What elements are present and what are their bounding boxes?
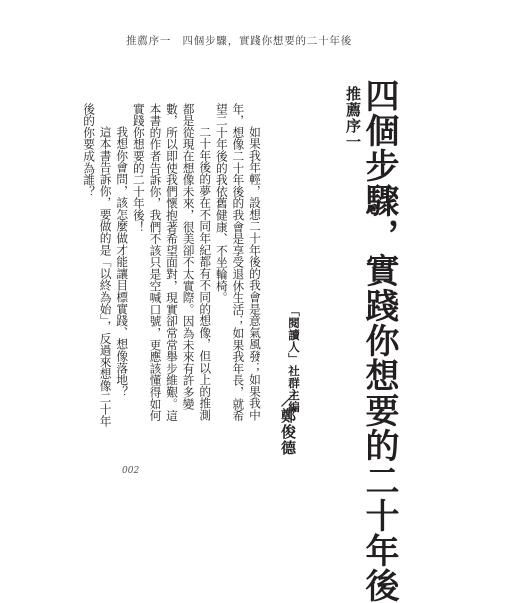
byline-organization: 「閱讀人」社群主編 (287, 305, 301, 413)
page-number: 002 (122, 466, 140, 476)
paragraph: 我想你會問，該怎麼做才能讓目標實踐、想像落地？ (115, 126, 130, 398)
chapter-title: 四個步驟，實踐你想要的二十年後 (359, 78, 399, 603)
byline-author: ／鄭俊德 (279, 392, 297, 456)
paragraph: 如果我年輕，設想二十年後的我會是意氣風發；如果我中年，想像二十年後的我會是享受退休生活；如果我年長，就希望二十年後的我依舊健康、不坐輪椅。 (214, 103, 262, 422)
foreword-label: 推薦序一 (344, 86, 362, 150)
paragraph: 二十年後的夢在不同年紀都有不同的想像，但以上的推測都是從現在想像未來，很美卻不太實際。因為未來有許多變數，所以即使我們懷抱著希望面對，現實卻常常舉步維艱。這本書的作者告訴你，我們不該只是空喊口號，更應該懂得如何實踐你想要的二十年後！ (131, 103, 213, 422)
running-head: 推薦序一 四個步驟，實踐你想要的二十年後 (126, 35, 352, 47)
paragraph: 這本書告訴你，要做的是「以終為始」，反過來想像二十年後的你要成為誰？ (82, 103, 113, 428)
body-text (82, 103, 263, 433)
